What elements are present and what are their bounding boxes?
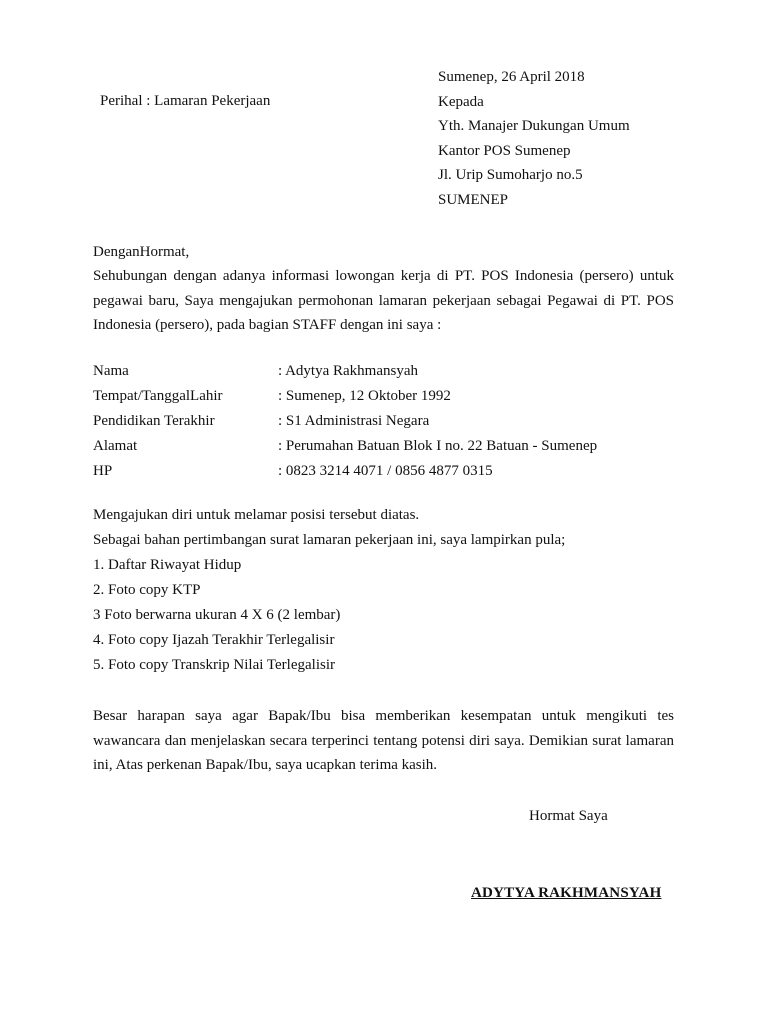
identity-label: Nama: [93, 363, 129, 379]
identity-label: HP: [93, 463, 113, 479]
closing-paragraph: Besar harapan saya agar Bapak/Ibu bisa memberikan kesempatan untuk mengikuti tes wawancara dan menjelaskan secara terperinci tentang potensi diri saya. Demikian surat lamaran ini, Atas perkenan Bapak/Ibu, saya ucapkan terima kasih.: [93, 708, 674, 773]
identity-value: : S1 Administrasi Negara: [278, 413, 430, 429]
sign-off: Hormat Saya: [529, 808, 608, 824]
identity-row-name: [93, 359, 693, 384]
identity-value: : 0823 3214 4071 / 0856 4877 0315: [278, 463, 493, 479]
statement-block: [93, 503, 565, 678]
place-date: Sumenep, 26 April 2018: [438, 69, 585, 85]
identity-row-birth: [93, 384, 693, 409]
recipient-title: Yth. Manajer Dukungan Umum: [438, 118, 630, 134]
letter-subject: Perihal : Lamaran Pekerjaan: [100, 93, 271, 109]
attachment-item: 2. Foto copy KTP: [93, 582, 201, 598]
attachment-item: 5. Foto copy Transkrip Nilai Terlegalisir: [93, 657, 335, 673]
identity-row-address: [93, 434, 693, 459]
recipient-office: Kantor POS Sumenep: [438, 142, 571, 159]
identity-value: : Adytya Rakhmansyah: [278, 363, 418, 379]
attachment-item: 1. Daftar Riwayat Hidup: [93, 557, 242, 573]
identity-row-education: [93, 409, 693, 434]
identity-table: [93, 359, 693, 484]
identity-value: : Perumahan Batuan Blok I no. 22 Batuan - Sumenep: [278, 438, 598, 454]
recipient-city: SUMENEP: [438, 191, 509, 208]
recipient-block: [438, 65, 630, 212]
statement-line: Mengajukan diri untuk melamar posisi tersebut diatas.: [93, 507, 420, 523]
attachment-item: 3 Foto berwarna ukuran 4 X 6 (2 lembar): [93, 607, 341, 623]
identity-row-phone: [93, 459, 693, 484]
intro-paragraph: Sehubungan dengan adanya informasi lowongan kerja di PT. POS Indonesia (persero) untuk pegawai baru, Saya mengajukan permohonan lamaran pekerjaan sebagai Pegawai di PT. POS Indonesia (persero), pada bagian STAFF dengan ini saya :: [93, 268, 674, 333]
recipient-street: Jl. Urip Sumoharjo no.5: [438, 167, 583, 183]
statement-line: Sebagai bahan pertimbangan surat lamaran pekerjaan ini, saya lampirkan pula;: [93, 532, 566, 548]
identity-value: : Sumenep, 12 Oktober 1992: [278, 388, 451, 404]
recipient-to: Kepada: [438, 93, 484, 110]
attachment-item: 4. Foto copy Ijazah Terakhir Terlegalisir: [93, 632, 335, 648]
identity-label: Pendidikan Terakhir: [93, 413, 215, 429]
greeting: DenganHormat,: [93, 244, 190, 260]
identity-label: Alamat: [93, 438, 138, 454]
identity-label: Tempat/TanggalLahir: [93, 388, 223, 404]
signature-name: ADYTYA RAKHMANSYAH: [471, 885, 662, 901]
